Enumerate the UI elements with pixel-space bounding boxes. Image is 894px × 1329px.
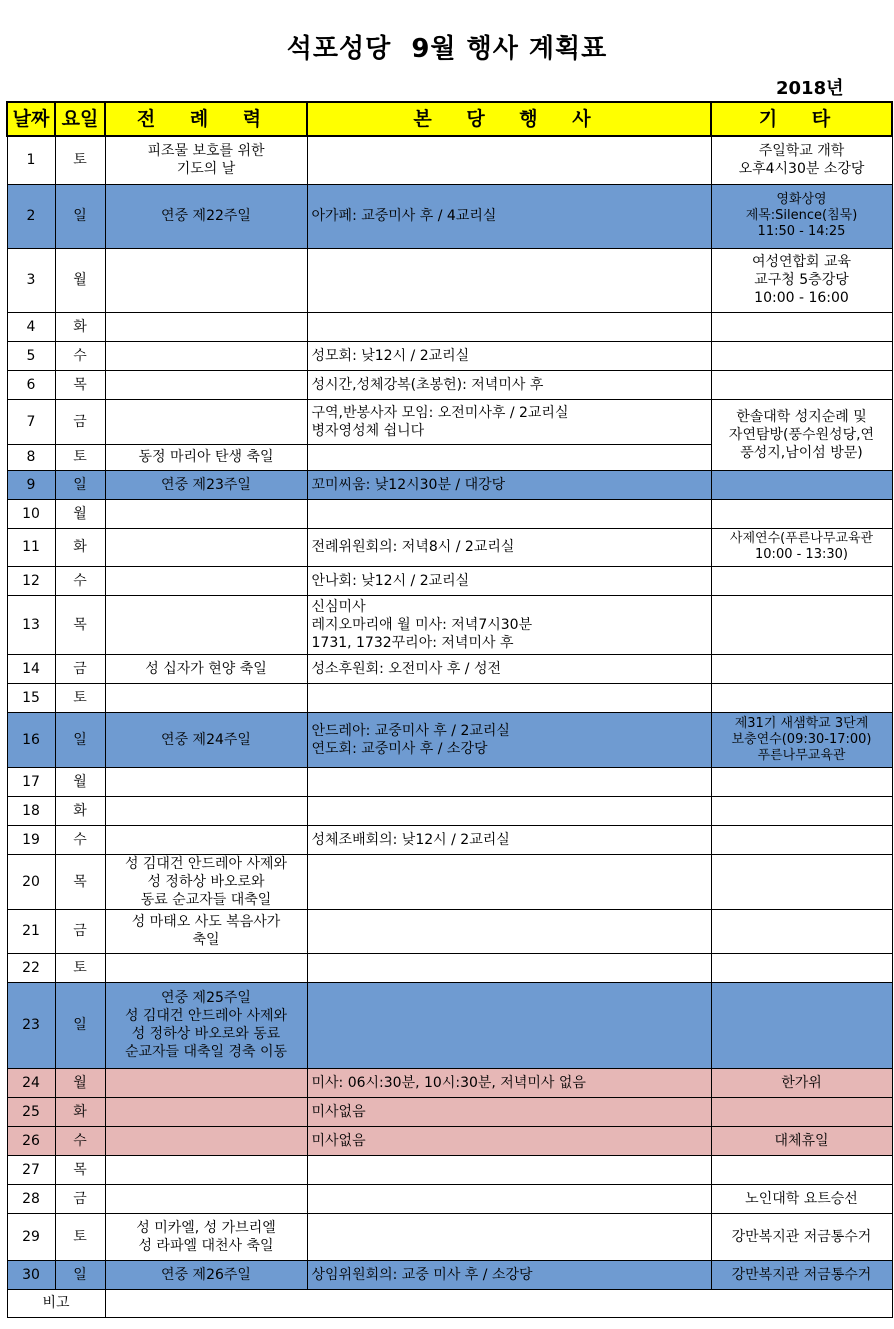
day-cell: 토	[55, 136, 105, 184]
text-line: 사제연수(푸른나무교육관	[729, 531, 874, 546]
date-cell: 23	[7, 982, 55, 1068]
table-row	[7, 654, 892, 683]
liturgy-cell	[105, 825, 307, 854]
date-cell: 26	[7, 1126, 55, 1155]
events-cell	[307, 1213, 711, 1260]
footer-row	[7, 1289, 892, 1317]
date-cell: 5	[7, 341, 55, 370]
text-line: 보충연수(09:30-17:00)	[731, 731, 872, 747]
text-line: 아가페: 교중미사 후 / 4교리실	[311, 208, 497, 224]
text-line: 성 정하상 바오로와 동료	[131, 1026, 281, 1042]
table-row	[7, 595, 892, 654]
other-cell	[711, 796, 892, 825]
day-cell: 화	[55, 796, 105, 825]
text-line: 성시간,성체강복(초봉헌): 저녁미사 후	[311, 376, 544, 393]
text-line: 동정 마리아 탄생 축일	[138, 449, 274, 465]
header-row	[7, 102, 892, 136]
text-line: 강만복지관 저금통수거	[731, 1266, 872, 1283]
date-cell: 20	[7, 854, 55, 909]
liturgy-cell	[105, 1126, 307, 1155]
table-row	[7, 1126, 892, 1155]
table-row	[7, 341, 892, 370]
text-line: 성 라파엘 대천사 축일	[138, 1237, 274, 1254]
date-cell: 28	[7, 1184, 55, 1213]
day-cell: 화	[55, 312, 105, 341]
other-cell	[711, 712, 892, 767]
other-cell	[711, 1184, 892, 1213]
text-line: 10:00 - 13:30)	[755, 547, 848, 562]
text-line: 주일학교 개학	[758, 143, 845, 160]
text-line: 풍성지,남이섬 방문)	[740, 444, 863, 461]
liturgy-cell	[105, 1184, 307, 1213]
other-cell	[711, 1155, 892, 1184]
day-cell: 토	[55, 444, 105, 470]
table-row	[7, 566, 892, 595]
text-line: 안드레아: 교중미사 후 / 2교리실	[311, 722, 510, 739]
date-cell: 25	[7, 1097, 55, 1126]
events-cell	[307, 1068, 711, 1097]
events-cell	[307, 712, 711, 767]
text-line: 성소후원회: 오전미사 후 / 성전	[311, 660, 502, 677]
date-cell: 10	[7, 499, 55, 528]
text-line: 미사없음	[311, 1103, 366, 1120]
date-cell: 11	[7, 528, 55, 566]
date-cell: 17	[7, 767, 55, 796]
text-line: 전례위원회의: 저녁8시 / 2교리실	[311, 539, 515, 555]
events-cell	[307, 499, 711, 528]
text-line: 교구청 5층강당	[754, 272, 849, 288]
events-cell	[307, 1126, 711, 1155]
text-line: 성 김대건 안드레아 사제와	[124, 1008, 288, 1024]
text-line: 한솔대학 성지순례 및	[736, 408, 867, 425]
day-cell: 금	[55, 399, 105, 444]
text-line: 제목:Silence(침묵)	[745, 208, 858, 223]
events-cell	[307, 1155, 711, 1184]
liturgy-cell	[105, 595, 307, 654]
header-liturgy: 전 례 력	[105, 102, 307, 136]
other-cell	[711, 825, 892, 854]
date-cell: 9	[7, 470, 55, 499]
other-cell	[711, 909, 892, 953]
liturgy-cell	[105, 470, 307, 499]
text-line: 신심미사	[311, 598, 366, 615]
other-cell	[711, 499, 892, 528]
events-cell	[307, 767, 711, 796]
other-cell	[711, 1097, 892, 1126]
text-line: 성 정하상 바오로와	[147, 873, 265, 890]
schedule-table	[6, 101, 893, 1318]
day-cell: 월	[55, 1068, 105, 1097]
other-cell	[711, 248, 892, 312]
table-row	[7, 470, 892, 499]
table-row	[7, 909, 892, 953]
header-events: 본 당 행 사	[307, 102, 711, 136]
text-line: 축일	[192, 932, 220, 948]
day-cell: 일	[55, 712, 105, 767]
events-cell	[307, 248, 711, 312]
day-cell: 토	[55, 1213, 105, 1260]
liturgy-cell	[105, 399, 307, 444]
text-line: 노인대학 요트승선	[745, 1190, 858, 1207]
events-cell	[307, 683, 711, 712]
text-line: 동료 순교자들 대축일	[140, 891, 272, 908]
table-row	[7, 854, 892, 909]
other-cell	[711, 470, 892, 499]
date-cell: 6	[7, 370, 55, 399]
date-cell: 24	[7, 1068, 55, 1097]
date-cell: 22	[7, 953, 55, 982]
table-row	[7, 136, 892, 184]
events-cell	[307, 528, 711, 566]
table-row	[7, 1260, 892, 1289]
text-line: 연중 제22주일	[161, 208, 251, 224]
other-cell	[711, 982, 892, 1068]
day-cell: 월	[55, 499, 105, 528]
day-cell: 수	[55, 341, 105, 370]
liturgy-cell	[105, 712, 307, 767]
events-cell	[307, 341, 711, 370]
text-line: 영화상영	[776, 192, 827, 207]
liturgy-cell	[105, 1068, 307, 1097]
text-line: 푸른나무교육관	[757, 747, 846, 763]
table-row	[7, 1155, 892, 1184]
liturgy-cell	[105, 909, 307, 953]
table-row	[7, 796, 892, 825]
text-line: 1731, 1732꾸리아: 저녁미사 후	[311, 634, 514, 651]
date-cell: 7	[7, 399, 55, 444]
day-cell: 금	[55, 654, 105, 683]
liturgy-cell	[105, 566, 307, 595]
table-row	[7, 184, 892, 248]
other-cell	[711, 136, 892, 184]
liturgy-cell	[105, 248, 307, 312]
other-cell	[711, 1068, 892, 1097]
date-cell: 12	[7, 566, 55, 595]
date-cell: 15	[7, 683, 55, 712]
other-cell	[711, 312, 892, 341]
table-row	[7, 1097, 892, 1126]
table-row	[7, 370, 892, 399]
text-line: 성체조배회의: 낮12시 / 2교리실	[311, 831, 510, 848]
other-cell	[711, 1260, 892, 1289]
table-row	[7, 399, 892, 444]
liturgy-cell	[105, 499, 307, 528]
text-line: 순교자들 대축일 경축 이동	[124, 1044, 288, 1060]
date-cell: 16	[7, 712, 55, 767]
events-cell	[307, 654, 711, 683]
events-cell	[307, 953, 711, 982]
date-cell: 21	[7, 909, 55, 953]
date-cell: 3	[7, 248, 55, 312]
table-row	[7, 953, 892, 982]
other-cell	[711, 595, 892, 654]
text-line: 기도의 날	[176, 161, 236, 178]
text-line: 구역,반봉사자 모임: 오전미사후 / 2교리실	[311, 404, 569, 421]
events-cell	[307, 370, 711, 399]
year-label: 2018년	[776, 78, 844, 99]
day-cell: 목	[55, 1155, 105, 1184]
text-line: 성 미카엘, 성 가브리엘	[136, 1219, 276, 1236]
liturgy-cell	[105, 370, 307, 399]
text-line: 연중 제25주일	[161, 990, 251, 1006]
liturgy-cell	[105, 1213, 307, 1260]
header-date: 날짜	[7, 102, 55, 136]
liturgy-cell	[105, 854, 307, 909]
text-line: 피조물 보호를 위한	[147, 143, 265, 160]
text-line: 미사없음	[311, 1132, 366, 1149]
text-line: 여성연합회 교육	[751, 254, 852, 270]
day-cell: 수	[55, 566, 105, 595]
text-line: 강만복지관 저금통수거	[731, 1228, 872, 1245]
other-cell	[711, 953, 892, 982]
day-cell: 화	[55, 528, 105, 566]
liturgy-cell	[105, 341, 307, 370]
day-cell: 수	[55, 1126, 105, 1155]
date-cell: 29	[7, 1213, 55, 1260]
events-cell	[307, 566, 711, 595]
liturgy-cell	[105, 528, 307, 566]
footer-label: 비고	[7, 1289, 105, 1317]
liturgy-cell	[105, 1097, 307, 1126]
liturgy-cell	[105, 444, 307, 470]
liturgy-cell	[105, 1260, 307, 1289]
text-line: 병자영성체 쉽니다	[311, 422, 425, 439]
text-line: 11:50 - 14:25	[757, 224, 846, 239]
events-cell	[307, 1097, 711, 1126]
table-row	[7, 528, 892, 566]
text-line: 미사: 06시:30분, 10시:30분, 저녁미사 없음	[311, 1074, 586, 1091]
other-cell	[711, 528, 892, 566]
text-line: 성 마태오 사도 복음사가	[131, 914, 281, 930]
events-cell	[307, 136, 711, 184]
date-cell: 30	[7, 1260, 55, 1289]
liturgy-cell	[105, 654, 307, 683]
text-line: 레지오마리애 월 미사: 저녁7시30분	[311, 616, 533, 633]
liturgy-cell	[105, 136, 307, 184]
day-cell: 일	[55, 184, 105, 248]
page-title: 석포성당 9월 행사 계획표	[286, 34, 608, 64]
day-cell: 일	[55, 470, 105, 499]
other-cell	[711, 341, 892, 370]
day-cell: 토	[55, 953, 105, 982]
text-line: 성모회: 낮12시 / 2교리실	[311, 347, 470, 364]
events-cell	[307, 1184, 711, 1213]
table-row	[7, 825, 892, 854]
footer-value	[105, 1289, 892, 1317]
date-cell: 4	[7, 312, 55, 341]
day-cell: 화	[55, 1097, 105, 1126]
events-cell	[307, 909, 711, 953]
events-cell	[307, 1260, 711, 1289]
header-day: 요일	[55, 102, 105, 136]
events-cell	[307, 796, 711, 825]
other-cell	[711, 566, 892, 595]
other-cell	[711, 854, 892, 909]
events-cell	[307, 982, 711, 1068]
text-line: 안나회: 낮12시 / 2교리실	[311, 572, 470, 589]
day-cell: 수	[55, 825, 105, 854]
table-row	[7, 683, 892, 712]
liturgy-cell	[105, 982, 307, 1068]
date-cell: 13	[7, 595, 55, 654]
day-cell: 월	[55, 767, 105, 796]
date-cell: 8	[7, 444, 55, 470]
day-cell: 목	[55, 854, 105, 909]
text-line: 연중 제24주일	[161, 731, 251, 748]
text-line: 상임위원회의: 교중 미사 후 / 소강당	[311, 1266, 533, 1283]
table-row	[7, 1068, 892, 1097]
other-cell	[711, 1213, 892, 1260]
day-cell: 금	[55, 909, 105, 953]
text-line: 10:00 - 16:00	[754, 290, 849, 306]
events-cell	[307, 595, 711, 654]
liturgy-cell	[105, 1155, 307, 1184]
day-cell: 일	[55, 1260, 105, 1289]
other-cell	[711, 767, 892, 796]
date-cell: 14	[7, 654, 55, 683]
text-line: 대체휴일	[774, 1132, 829, 1149]
liturgy-cell	[105, 312, 307, 341]
date-cell: 27	[7, 1155, 55, 1184]
table-row	[7, 499, 892, 528]
date-cell: 1	[7, 136, 55, 184]
other-cell	[711, 399, 892, 470]
events-cell	[307, 184, 711, 248]
header-other: 기 타	[711, 102, 892, 136]
text-line: 연중 제23주일	[161, 476, 251, 493]
liturgy-cell	[105, 796, 307, 825]
events-cell	[307, 444, 711, 470]
date-cell: 18	[7, 796, 55, 825]
text-line: 제31기 새샘학교 3단계	[734, 715, 869, 731]
text-line: 꼬미씨움: 낮12시30분 / 대강당	[311, 476, 506, 493]
table-row	[7, 712, 892, 767]
liturgy-cell	[105, 767, 307, 796]
day-cell: 토	[55, 683, 105, 712]
text-line: 한가위	[781, 1074, 822, 1091]
table-row	[7, 312, 892, 341]
text-line: 성 김대건 안드레아 사제와	[124, 855, 288, 872]
text-line: 성 십자가 현양 축일	[145, 660, 267, 677]
text-line: 연중 제26주일	[161, 1266, 251, 1283]
day-cell: 목	[55, 595, 105, 654]
other-cell	[711, 654, 892, 683]
day-cell: 일	[55, 982, 105, 1068]
table-row	[7, 1184, 892, 1213]
text-line: 자연탐방(풍수원성당,연	[728, 426, 875, 443]
table-row	[7, 767, 892, 796]
liturgy-cell	[105, 184, 307, 248]
day-cell: 목	[55, 370, 105, 399]
other-cell	[711, 683, 892, 712]
table-row	[7, 1213, 892, 1260]
other-cell	[711, 184, 892, 248]
other-cell	[711, 370, 892, 399]
events-cell	[307, 854, 711, 909]
events-cell	[307, 825, 711, 854]
day-cell: 금	[55, 1184, 105, 1213]
date-cell: 2	[7, 184, 55, 248]
liturgy-cell	[105, 953, 307, 982]
liturgy-cell	[105, 683, 307, 712]
text-line: 연도회: 교중미사 후 / 소강당	[311, 740, 488, 757]
text-line: 오후4시30분 소강당	[738, 161, 865, 178]
table-row	[7, 248, 892, 312]
events-cell	[307, 470, 711, 499]
table-row	[7, 982, 892, 1068]
other-cell	[711, 1126, 892, 1155]
events-cell	[307, 312, 711, 341]
date-cell: 19	[7, 825, 55, 854]
events-cell	[307, 399, 711, 444]
day-cell: 월	[55, 248, 105, 312]
